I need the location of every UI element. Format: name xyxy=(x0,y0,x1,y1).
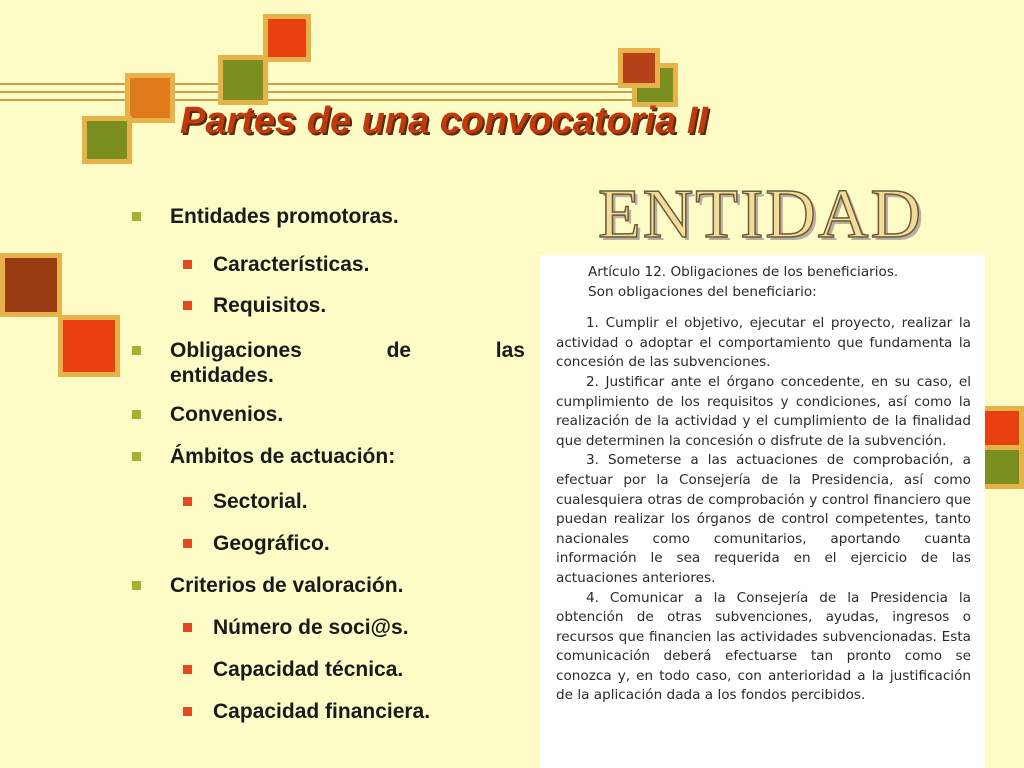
list-item-text: Convenios. xyxy=(170,403,284,426)
bullet-marker xyxy=(183,665,192,674)
bullet-marker xyxy=(183,623,192,632)
list-item-text: Número de soci@s. xyxy=(213,616,409,639)
list-item-text: las xyxy=(495,339,525,362)
document-paragraph: 1. Cumplir el objetivo, ejecutar el proyecto, realizar la actividad o adoptar el comportamiento que fundamenta la concesión de las subvenciones. xyxy=(556,315,971,371)
decor-line xyxy=(0,91,655,93)
list-item xyxy=(130,657,525,682)
list-item-text: Obligaciones xyxy=(170,339,302,362)
bullet-marker xyxy=(132,581,141,590)
list-item xyxy=(130,338,525,388)
decor-square xyxy=(263,14,311,62)
list-item xyxy=(130,489,525,514)
decor-square xyxy=(218,55,268,105)
list-item-text: Geográfico. xyxy=(213,532,330,555)
bullet-marker xyxy=(183,260,192,269)
list-item-text: Capacidad financiera. xyxy=(213,700,431,723)
list-item xyxy=(130,402,525,427)
list-item-text: Entidades promotoras. xyxy=(170,205,399,228)
bullet-list xyxy=(130,200,525,724)
document-heading: Artículo 12. Obligaciones de los beneficiarios. xyxy=(588,264,899,280)
list-item-text: Sectorial. xyxy=(213,490,308,513)
bullet-marker xyxy=(132,212,141,221)
bullet-marker xyxy=(183,707,192,716)
list-item-text: de xyxy=(386,339,412,362)
decor-square xyxy=(82,116,132,164)
list-item-text: Criterios de valoración. xyxy=(170,574,404,597)
list-item xyxy=(130,204,525,229)
bullet-marker xyxy=(183,497,192,506)
bullet-marker xyxy=(183,301,192,310)
document-paragraph: 4. Comunicar a la Consejería de la Presidencia la obtención de otras subvenciones, ayudas, ingresos o recursos que financien las actividades subvencionadas. Esta comunicación deberá efectuarse tan pronto como se conozca y, en todo caso, con anterioridad a la justificación de la aplicación dada a los fondos percibidos. xyxy=(556,589,971,704)
bullet-marker xyxy=(132,410,141,419)
document-paragraph: 3. Someterse a las actuaciones de comprobación, a efectuar por la Consejería de la Presidencia, así como cualesquiera otras de comprobación y control financiero que puedan realizar los órganos de control competentes, tanto nacionales como comunitarios, aportando cuanta información le sea requerida en el ejercicio de las actuaciones anteriores. xyxy=(556,452,971,586)
list-item xyxy=(130,252,525,277)
decor-square xyxy=(125,73,175,123)
list-item xyxy=(130,444,525,469)
decor-square xyxy=(58,315,120,377)
list-item-text: Características. xyxy=(213,253,370,276)
list-item-text: Requisitos. xyxy=(213,294,327,317)
document-paragraph: 2. Justificar ante el órgano concedente, en su caso, el cumplimiento de los requisitos y condiciones, así como la realización de la actividad y el cumplimiento de la finalidad que determinen la concesión o disfrute de la subvención. xyxy=(556,373,971,449)
list-item xyxy=(130,293,525,318)
bullet-marker xyxy=(132,452,141,461)
spacer xyxy=(556,302,971,314)
bullet-marker xyxy=(132,346,141,355)
list-item-text: entidades. xyxy=(170,364,274,387)
list-item xyxy=(130,573,525,598)
document-subheading: Son obligaciones del beneficiario: xyxy=(588,283,817,300)
list-item xyxy=(130,615,525,640)
entidad-wordart: ENTIDAD xyxy=(598,176,924,253)
list-item xyxy=(130,699,525,724)
bullet-marker xyxy=(183,539,192,548)
decor-square xyxy=(618,48,660,88)
list-item-text: Capacidad técnica. xyxy=(213,658,404,681)
list-item xyxy=(130,531,525,556)
document-scan xyxy=(540,255,985,768)
decor-square xyxy=(0,253,62,317)
decor-line xyxy=(0,83,655,85)
slide-title: Partes de una convocatoria II xyxy=(180,100,708,142)
list-item-text: Ámbitos de actuación: xyxy=(170,445,396,468)
